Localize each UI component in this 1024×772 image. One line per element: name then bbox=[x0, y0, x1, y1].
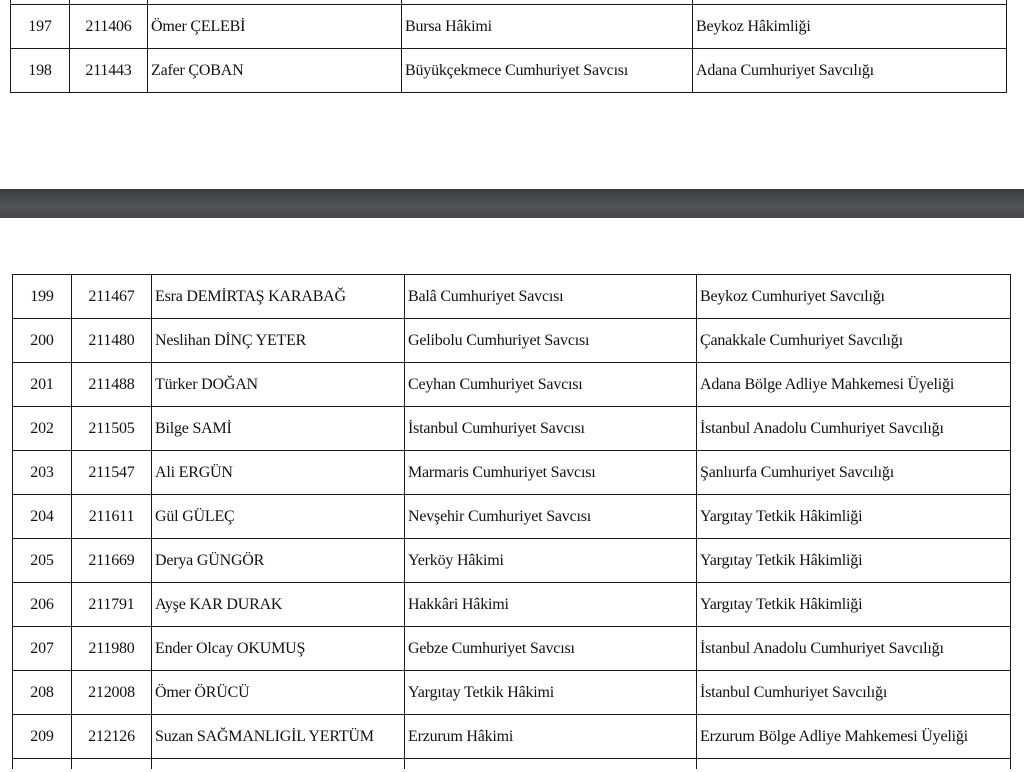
registry-number: 211669 bbox=[72, 539, 152, 583]
current-post: Büyükçekmece Cumhuriyet Savcısı bbox=[402, 49, 693, 93]
new-post: İstanbul Cumhuriyet Savcılığı bbox=[697, 671, 1011, 715]
person-name: Ömer ÖRÜCÜ bbox=[152, 671, 405, 715]
registry-number: 212008 bbox=[72, 671, 152, 715]
person-name: Ayşe KAR DURAK bbox=[152, 583, 405, 627]
row-number: 198 bbox=[11, 49, 70, 93]
person-name: Gül GÜLEÇ bbox=[152, 495, 405, 539]
table-row bbox=[13, 319, 1011, 363]
new-post: Yargıtay Tetkik Hâkimliği bbox=[697, 539, 1011, 583]
current-post: Gebze Cumhuriyet Savcısı bbox=[405, 627, 697, 671]
table-row bbox=[11, 49, 1007, 93]
current-post: Ceyhan Cumhuriyet Savcısı bbox=[405, 363, 697, 407]
registry-number: 211547 bbox=[72, 451, 152, 495]
person-name: Bilge SAMİ bbox=[152, 407, 405, 451]
appointment-table-top bbox=[10, 0, 1007, 93]
table-row bbox=[13, 715, 1011, 759]
person-name: Zafer ÇOBAN bbox=[148, 49, 402, 93]
row-number: 204 bbox=[13, 495, 72, 539]
current-post: Hakkâri Hâkimi bbox=[405, 583, 697, 627]
row-number: 201 bbox=[13, 363, 72, 407]
new-post: Yargıtay Tetkik Hâkimliği bbox=[697, 583, 1011, 627]
person-name: Suzan SAĞMANLIGİL YERTÜM bbox=[152, 715, 405, 759]
row-number: 206 bbox=[13, 583, 72, 627]
row-number: 205 bbox=[13, 539, 72, 583]
new-post: Adana Cumhuriyet Savcılığı bbox=[693, 49, 1007, 93]
current-post: Nevşehir Cumhuriyet Savcısı bbox=[405, 495, 697, 539]
registry-number: 211980 bbox=[72, 627, 152, 671]
new-post: Beykoz Cumhuriyet Savcılığı bbox=[697, 275, 1011, 319]
registry-number: 211480 bbox=[72, 319, 152, 363]
new-post: Beykoz Hâkimliği bbox=[693, 5, 1007, 49]
new-post: Yargıtay Tetkik Hâkimliği bbox=[697, 495, 1011, 539]
table-row bbox=[13, 363, 1011, 407]
table-row bbox=[13, 671, 1011, 715]
registry-number: 211406 bbox=[70, 5, 148, 49]
registry-number: 211467 bbox=[72, 275, 152, 319]
table-row-partial bbox=[13, 759, 1011, 770]
table-row bbox=[13, 451, 1011, 495]
row-number: 203 bbox=[13, 451, 72, 495]
new-post: Adana Bölge Adliye Mahkemesi Üyeliği bbox=[697, 363, 1011, 407]
row-number: 200 bbox=[13, 319, 72, 363]
registry-number: 212126 bbox=[72, 715, 152, 759]
current-post: Gelibolu Cumhuriyet Savcısı bbox=[405, 319, 697, 363]
current-post: Yerköy Hâkimi bbox=[405, 539, 697, 583]
registry-number: 211505 bbox=[72, 407, 152, 451]
current-post: Marmaris Cumhuriyet Savcısı bbox=[405, 451, 697, 495]
row-number: 202 bbox=[13, 407, 72, 451]
new-post: Şanlıurfa Cumhuriyet Savcılığı bbox=[697, 451, 1011, 495]
table-row bbox=[13, 583, 1011, 627]
person-name: Derya GÜNGÖR bbox=[152, 539, 405, 583]
table-row bbox=[11, 5, 1007, 49]
current-post: Balâ Cumhuriyet Savcısı bbox=[405, 275, 697, 319]
current-post: Erzurum Hâkimi bbox=[405, 715, 697, 759]
row-number: 197 bbox=[11, 5, 70, 49]
registry-number: 211791 bbox=[72, 583, 152, 627]
registry-number: 211611 bbox=[72, 495, 152, 539]
person-name: Ali ERGÜN bbox=[152, 451, 405, 495]
current-post: Bursa Hâkimi bbox=[402, 5, 693, 49]
new-post: Erzurum Bölge Adliye Mahkemesi Üyeliği bbox=[697, 715, 1011, 759]
row-number: 207 bbox=[13, 627, 72, 671]
table-row bbox=[13, 627, 1011, 671]
row-number: 208 bbox=[13, 671, 72, 715]
person-name: Ömer ÇELEBİ bbox=[148, 5, 402, 49]
table-row bbox=[13, 539, 1011, 583]
table-row bbox=[13, 407, 1011, 451]
current-post: Yargıtay Tetkik Hâkimi bbox=[405, 671, 697, 715]
registry-number: 211488 bbox=[72, 363, 152, 407]
appointment-table-bottom bbox=[12, 274, 1011, 769]
person-name: Ender Olcay OKUMUŞ bbox=[152, 627, 405, 671]
registry-number: 211443 bbox=[70, 49, 148, 93]
row-number: 209 bbox=[13, 715, 72, 759]
current-post: İstanbul Cumhuriyet Savcısı bbox=[405, 407, 697, 451]
new-post: İstanbul Anadolu Cumhuriyet Savcılığı bbox=[697, 407, 1011, 451]
page-separator bbox=[0, 189, 1024, 218]
new-post: İstanbul Anadolu Cumhuriyet Savcılığı bbox=[697, 627, 1011, 671]
table-row bbox=[13, 495, 1011, 539]
new-post: Çanakkale Cumhuriyet Savcılığı bbox=[697, 319, 1011, 363]
row-number: 199 bbox=[13, 275, 72, 319]
table-row bbox=[13, 275, 1011, 319]
person-name: Neslihan DİNÇ YETER bbox=[152, 319, 405, 363]
person-name: Türker DOĞAN bbox=[152, 363, 405, 407]
person-name: Esra DEMİRTAŞ KARABAĞ bbox=[152, 275, 405, 319]
